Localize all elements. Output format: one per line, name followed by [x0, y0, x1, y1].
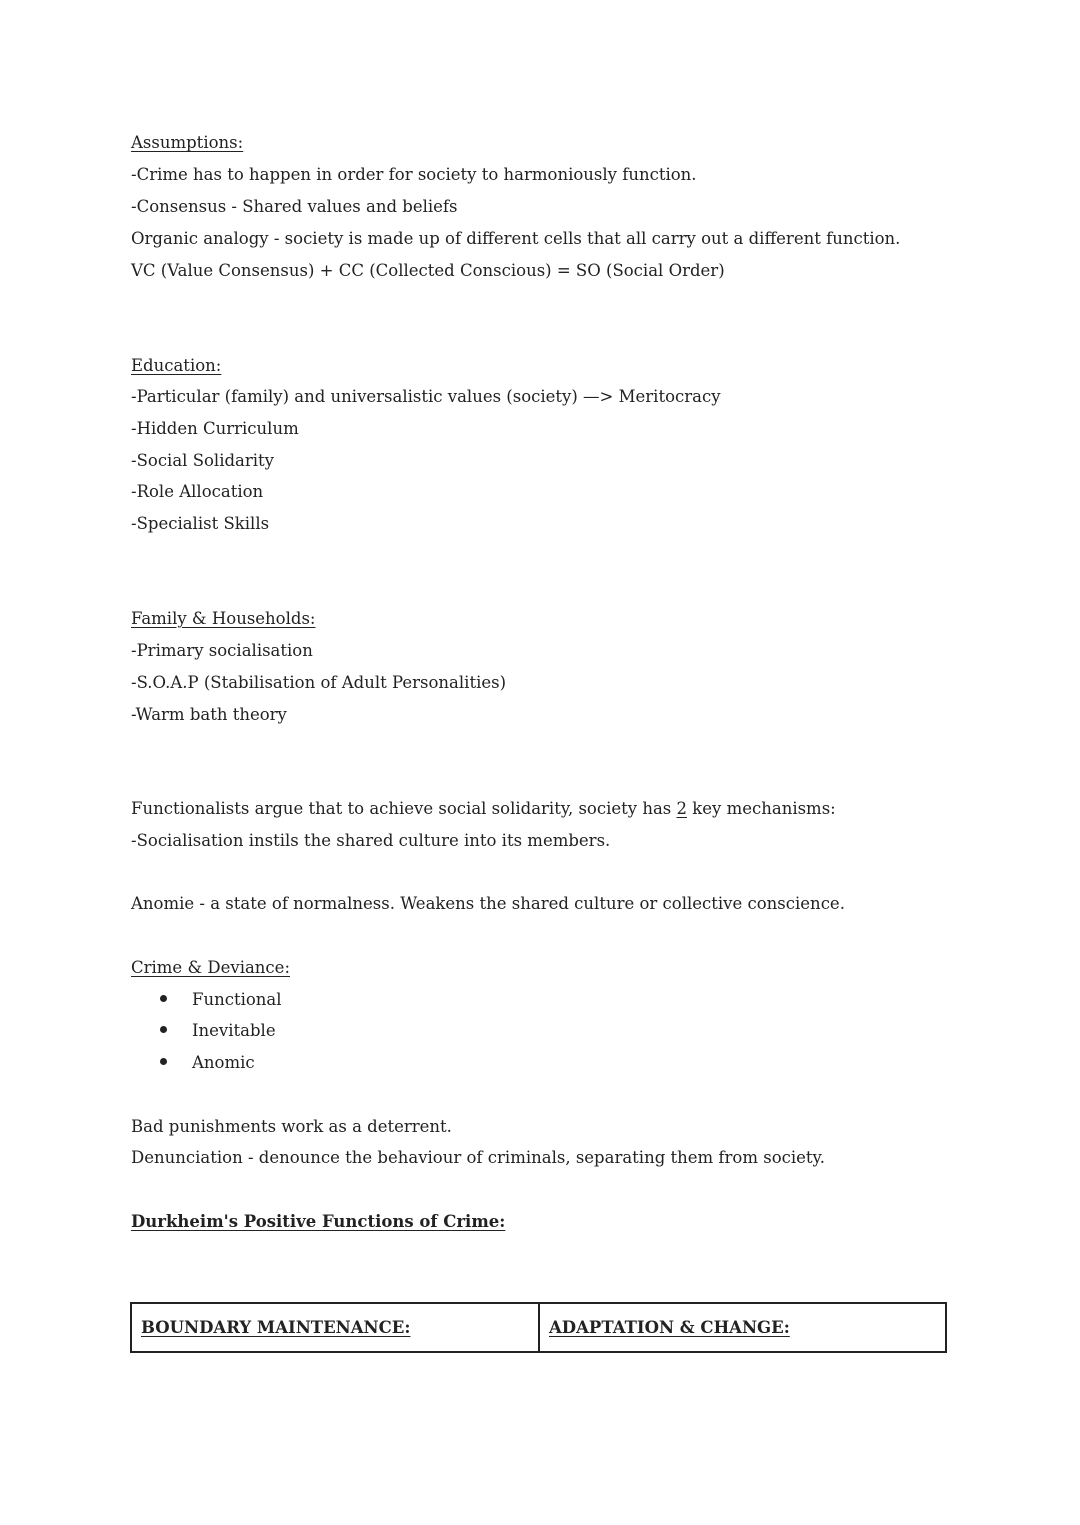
mechanism-count: 2: [676, 799, 687, 818]
bullet-text: Functional: [192, 990, 282, 1009]
education-line: -Hidden Curriculum: [131, 419, 299, 438]
table-header-adaptation: ADAPTATION & CHANGE:: [549, 1318, 790, 1337]
functionalists-text-a: Functionalists argue that to achieve social solidarity, society has: [131, 799, 677, 818]
family-line: -Warm bath theory: [131, 705, 287, 724]
durkheim-heading: Durkheim's Positive Functions of Crime:: [131, 1212, 506, 1231]
family-line: -S.O.A.P (Stabilisation of Adult Personalities): [131, 673, 507, 692]
anomie-line: Anomie - a state of normalness. Weakens the shared culture or collective conscience.: [131, 894, 845, 913]
education-line: -Particular (family) and universalistic values (society) —> Meritocracy: [131, 387, 721, 406]
punishment-line: Denunciation - denounce the behaviour of criminals, separating them from society.: [131, 1148, 825, 1167]
bullet-text: Inevitable: [192, 1021, 276, 1040]
crime-heading: Crime & Deviance:: [131, 958, 290, 977]
education-heading: Education:: [131, 356, 222, 375]
assumptions-heading: Assumptions:: [131, 133, 244, 152]
education-line: -Specialist Skills: [131, 514, 270, 533]
table-cell-adaptation: [540, 1304, 945, 1351]
bullet-item: [160, 1052, 255, 1074]
functionalists-text-b: key mechanisms:: [687, 799, 836, 818]
functions-table: [130, 1302, 947, 1353]
bullet-icon: [160, 1058, 167, 1065]
bullet-item: [160, 1020, 276, 1042]
family-line: -Primary socialisation: [131, 641, 313, 660]
assumptions-line: Organic analogy - society is made up of different cells that all carry out a different function.: [131, 229, 901, 248]
table-header-boundary: BOUNDARY MAINTENANCE:: [141, 1318, 411, 1337]
bullet-item: [160, 989, 282, 1011]
table-cell-boundary: [132, 1304, 540, 1351]
family-heading: Family & Households:: [131, 609, 316, 628]
assumptions-line: -Consensus - Shared values and beliefs: [131, 197, 458, 216]
functionalists-statement: [131, 798, 836, 820]
punishment-line: Bad punishments work as a deterrent.: [131, 1117, 452, 1136]
functionalists-line: -Socialisation instils the shared culture into its members.: [131, 831, 611, 850]
assumptions-line: -Crime has to happen in order for society to harmoniously function.: [131, 165, 697, 184]
bullet-icon: [160, 1026, 167, 1033]
bullet-text: Anomic: [192, 1053, 255, 1072]
bullet-icon: [160, 995, 167, 1002]
assumptions-line: VC (Value Consensus) + CC (Collected Conscious) = SO (Social Order): [131, 261, 725, 280]
education-line: -Role Allocation: [131, 482, 264, 501]
education-line: -Social Solidarity: [131, 451, 274, 470]
